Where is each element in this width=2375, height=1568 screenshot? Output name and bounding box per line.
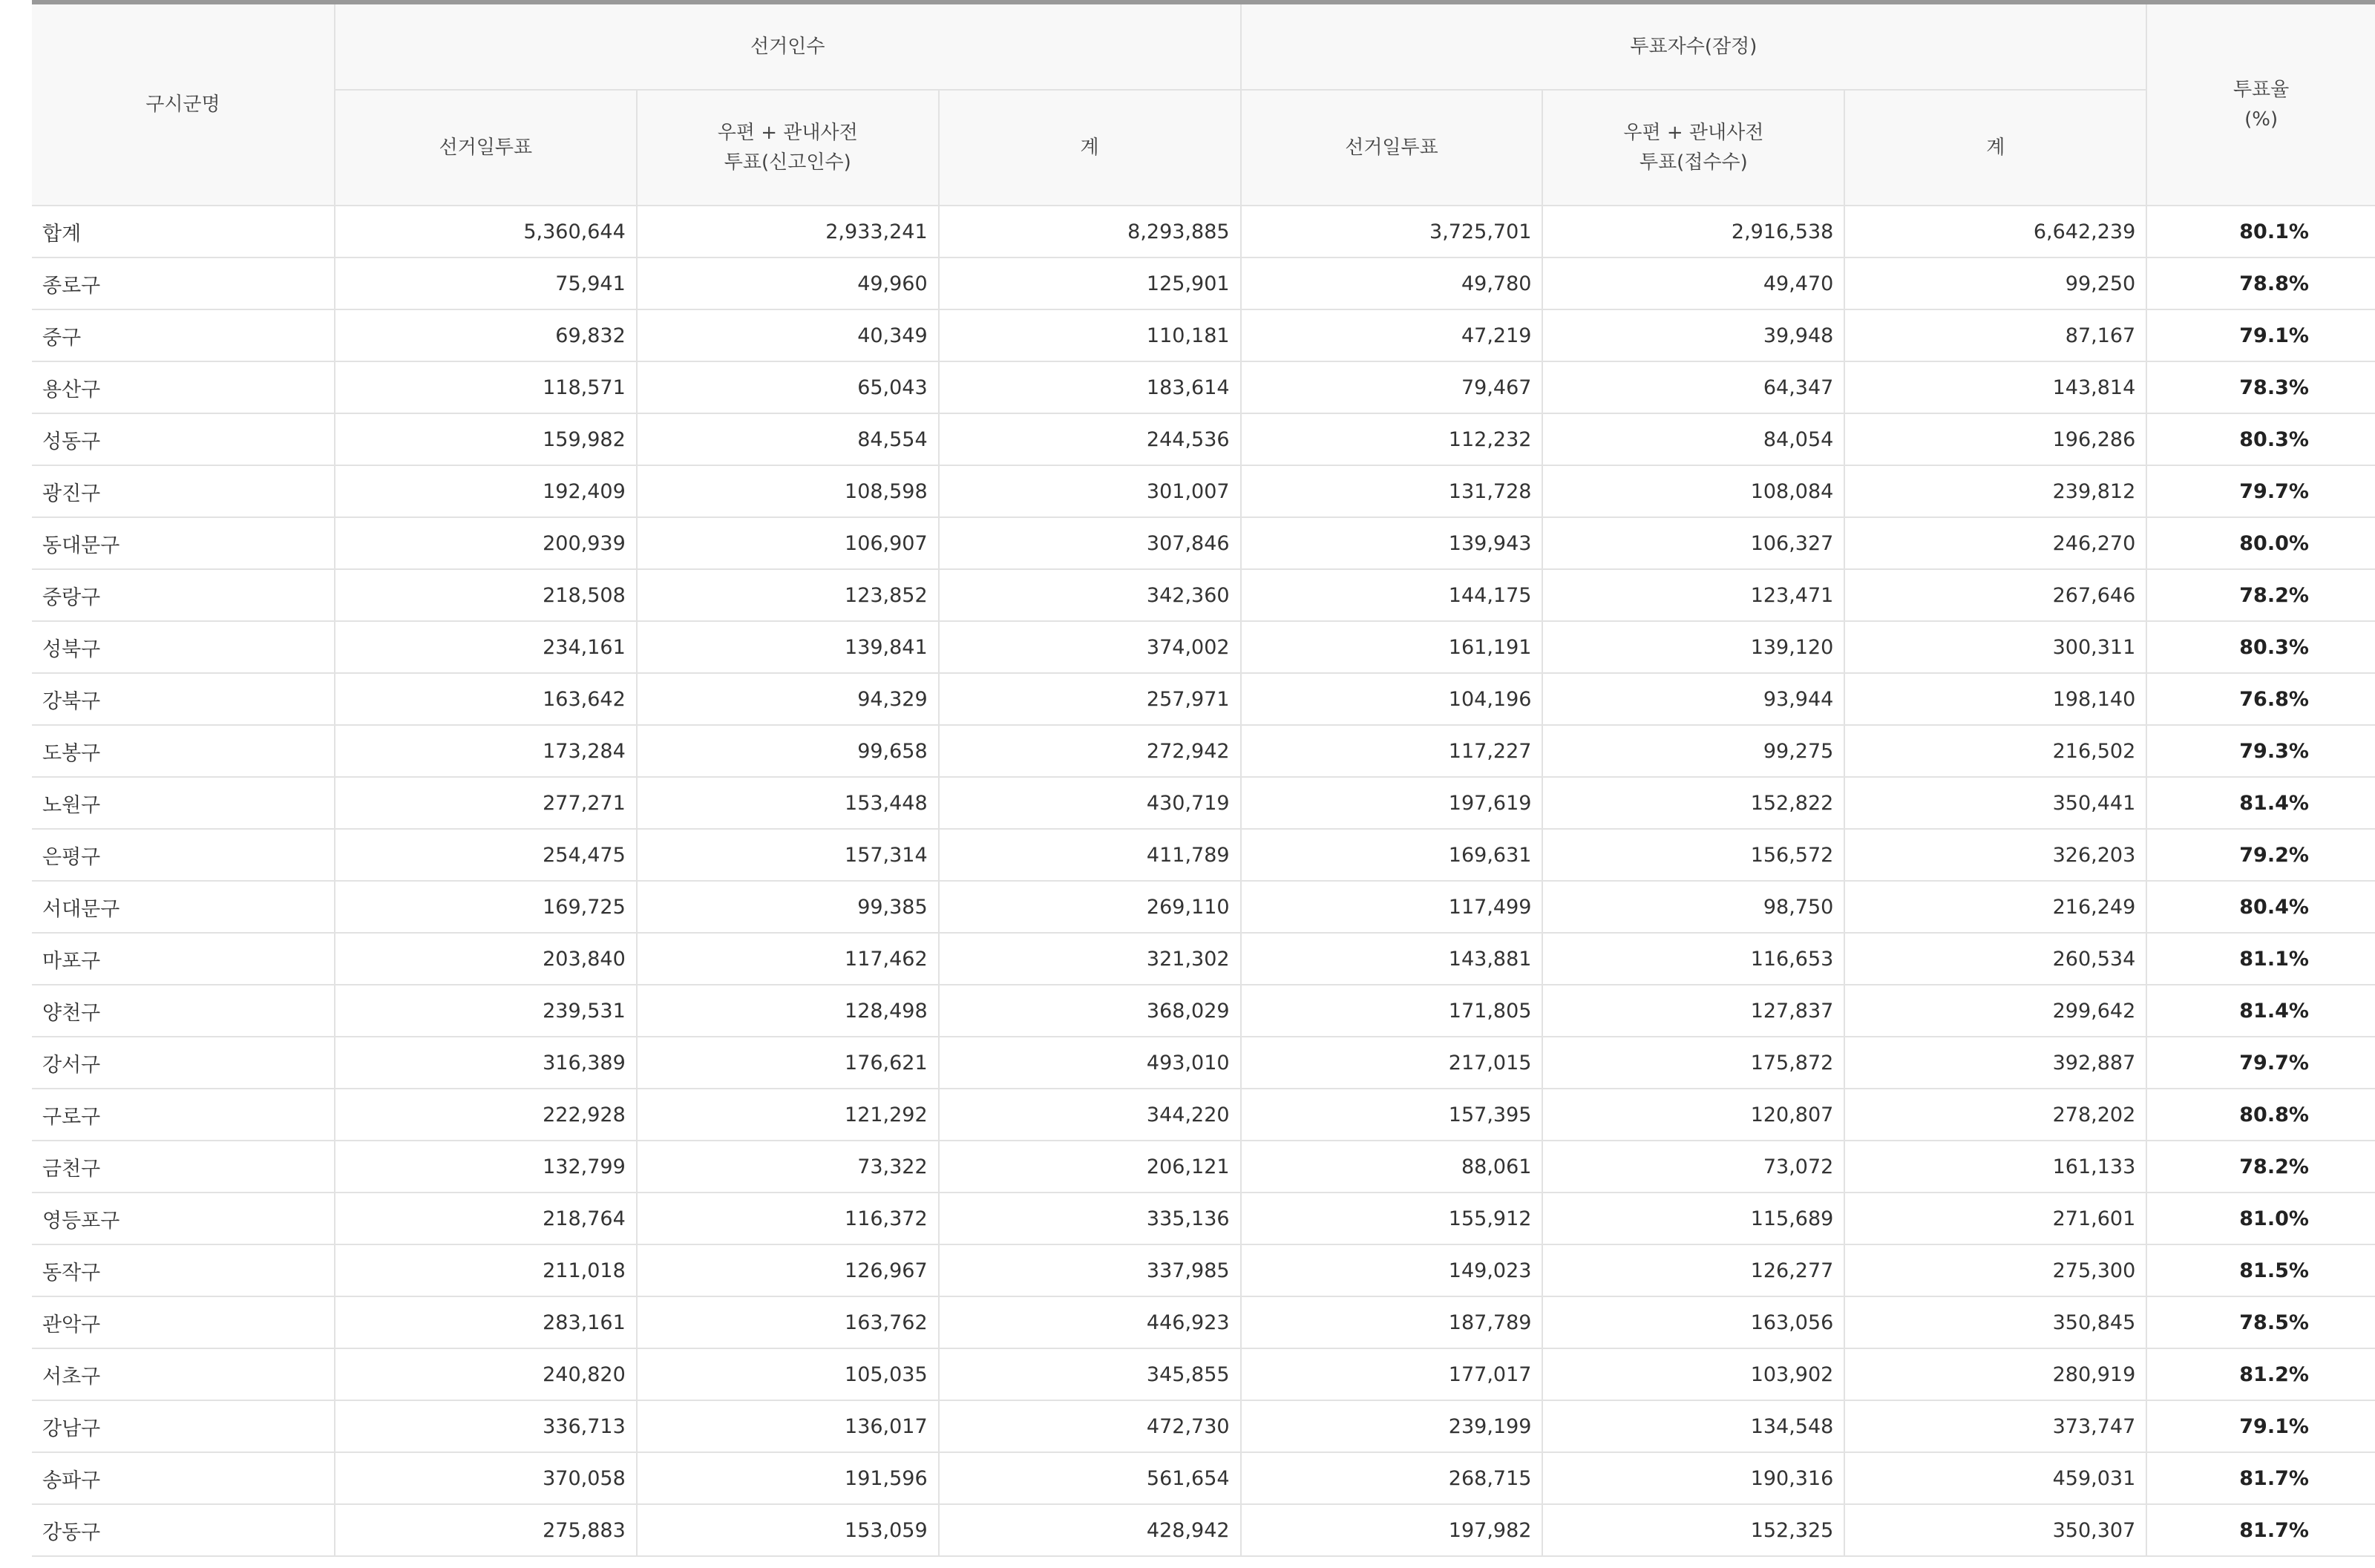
header-electors-mail-line2: 투표(신고인수) xyxy=(724,151,851,174)
cell-turnout-rate: 79.1% xyxy=(2146,309,2375,361)
table-row xyxy=(32,361,2375,413)
cell-electors-total: 374,002 xyxy=(939,621,1241,673)
cell-electors-election-day: 69,832 xyxy=(335,309,637,361)
cell-voters-election-day: 197,619 xyxy=(1241,777,1543,829)
cell-electors-election-day: 200,939 xyxy=(335,517,637,569)
cell-voters-total: 260,534 xyxy=(1844,933,2146,985)
cell-electors-election-day: 163,642 xyxy=(335,673,637,725)
cell-electors-mail-early: 117,462 xyxy=(637,933,939,985)
cell-district: 은평구 xyxy=(32,829,335,881)
cell-turnout-rate: 79.7% xyxy=(2146,465,2375,517)
cell-turnout-rate: 78.2% xyxy=(2146,569,2375,621)
cell-voters-election-day: 139,943 xyxy=(1241,517,1543,569)
cell-electors-total: 257,971 xyxy=(939,673,1241,725)
cell-voters-election-day: 268,715 xyxy=(1241,1452,1543,1504)
cell-electors-mail-early: 49,960 xyxy=(637,257,939,309)
cell-electors-election-day: 192,409 xyxy=(335,465,637,517)
cell-voters-total: 143,814 xyxy=(1844,361,2146,413)
cell-voters-total: 275,300 xyxy=(1844,1244,2146,1296)
cell-turnout-rate: 80.1% xyxy=(2146,206,2375,257)
cell-electors-election-day: 234,161 xyxy=(335,621,637,673)
cell-voters-total: 87,167 xyxy=(1844,309,2146,361)
cell-electors-mail-early: 153,059 xyxy=(637,1504,939,1556)
cell-electors-mail-early: 99,385 xyxy=(637,881,939,933)
cell-electors-mail-early: 157,314 xyxy=(637,829,939,881)
table-row xyxy=(32,1037,2375,1089)
cell-voters-mail-early: 98,750 xyxy=(1542,881,1844,933)
cell-voters-election-day: 112,232 xyxy=(1241,413,1543,465)
cell-voters-total: 216,502 xyxy=(1844,725,2146,777)
cell-voters-mail-early: 39,948 xyxy=(1542,309,1844,361)
cell-voters-election-day: 88,061 xyxy=(1241,1141,1543,1193)
table-body xyxy=(32,206,2375,1556)
table-row xyxy=(32,309,2375,361)
cell-voters-total: 280,919 xyxy=(1844,1348,2146,1400)
cell-district: 관악구 xyxy=(32,1296,335,1348)
cell-electors-total: 561,654 xyxy=(939,1452,1241,1504)
cell-district: 영등포구 xyxy=(32,1193,335,1244)
table-row xyxy=(32,1452,2375,1504)
cell-voters-total: 350,845 xyxy=(1844,1296,2146,1348)
cell-turnout-rate: 81.5% xyxy=(2146,1244,2375,1296)
cell-turnout-rate: 81.7% xyxy=(2146,1504,2375,1556)
cell-electors-election-day: 118,571 xyxy=(335,361,637,413)
cell-voters-mail-early: 49,470 xyxy=(1542,257,1844,309)
cell-electors-total: 269,110 xyxy=(939,881,1241,933)
turnout-table-container xyxy=(32,0,2375,1557)
cell-electors-election-day: 370,058 xyxy=(335,1452,637,1504)
cell-voters-election-day: 47,219 xyxy=(1241,309,1543,361)
cell-turnout-rate: 81.4% xyxy=(2146,985,2375,1037)
cell-voters-mail-early: 115,689 xyxy=(1542,1193,1844,1244)
cell-electors-mail-early: 123,852 xyxy=(637,569,939,621)
cell-voters-mail-early: 156,572 xyxy=(1542,829,1844,881)
header-voters-mail-early xyxy=(1542,90,1844,206)
cell-electors-total: 125,901 xyxy=(939,257,1241,309)
cell-turnout-rate: 78.5% xyxy=(2146,1296,2375,1348)
cell-district: 용산구 xyxy=(32,361,335,413)
header-rate-label: 투표율 xyxy=(2232,79,2290,101)
table-row xyxy=(32,465,2375,517)
cell-voters-election-day: 131,728 xyxy=(1241,465,1543,517)
cell-electors-mail-early: 191,596 xyxy=(637,1452,939,1504)
cell-electors-total: 183,614 xyxy=(939,361,1241,413)
cell-turnout-rate: 80.0% xyxy=(2146,517,2375,569)
cell-turnout-rate: 76.8% xyxy=(2146,673,2375,725)
cell-voters-total: 99,250 xyxy=(1844,257,2146,309)
cell-district: 종로구 xyxy=(32,257,335,309)
cell-turnout-rate: 80.4% xyxy=(2146,881,2375,933)
cell-district: 강남구 xyxy=(32,1400,335,1452)
cell-voters-mail-early: 93,944 xyxy=(1542,673,1844,725)
cell-voters-mail-early: 73,072 xyxy=(1542,1141,1844,1193)
table-header xyxy=(32,2,2375,206)
cell-district: 동대문구 xyxy=(32,517,335,569)
cell-voters-mail-early: 190,316 xyxy=(1542,1452,1844,1504)
cell-voters-total: 350,307 xyxy=(1844,1504,2146,1556)
cell-turnout-rate: 81.4% xyxy=(2146,777,2375,829)
cell-electors-mail-early: 163,762 xyxy=(637,1296,939,1348)
cell-turnout-rate: 79.7% xyxy=(2146,1037,2375,1089)
cell-turnout-rate: 81.0% xyxy=(2146,1193,2375,1244)
cell-turnout-rate: 78.3% xyxy=(2146,361,2375,413)
cell-voters-election-day: 177,017 xyxy=(1241,1348,1543,1400)
cell-turnout-rate: 80.3% xyxy=(2146,413,2375,465)
cell-electors-total: 335,136 xyxy=(939,1193,1241,1244)
cell-electors-total: 206,121 xyxy=(939,1141,1241,1193)
cell-voters-election-day: 197,982 xyxy=(1241,1504,1543,1556)
cell-turnout-rate: 81.1% xyxy=(2146,933,2375,985)
cell-voters-mail-early: 127,837 xyxy=(1542,985,1844,1037)
cell-electors-mail-early: 99,658 xyxy=(637,725,939,777)
cell-voters-total: 6,642,239 xyxy=(1844,206,2146,257)
cell-electors-election-day: 240,820 xyxy=(335,1348,637,1400)
cell-district: 성동구 xyxy=(32,413,335,465)
cell-voters-election-day: 187,789 xyxy=(1241,1296,1543,1348)
header-rate xyxy=(2146,2,2375,206)
cell-voters-total: 392,887 xyxy=(1844,1037,2146,1089)
cell-district: 성북구 xyxy=(32,621,335,673)
cell-district: 강서구 xyxy=(32,1037,335,1089)
cell-electors-total: 342,360 xyxy=(939,569,1241,621)
table-row xyxy=(32,1244,2375,1296)
cell-electors-mail-early: 128,498 xyxy=(637,985,939,1037)
cell-voters-mail-early: 152,325 xyxy=(1542,1504,1844,1556)
cell-voters-total: 196,286 xyxy=(1844,413,2146,465)
table-row xyxy=(32,1089,2375,1141)
table-row xyxy=(32,933,2375,985)
cell-electors-total: 244,536 xyxy=(939,413,1241,465)
cell-voters-total: 267,646 xyxy=(1844,569,2146,621)
cell-voters-mail-early: 175,872 xyxy=(1542,1037,1844,1089)
table-row xyxy=(32,621,2375,673)
cell-voters-mail-early: 108,084 xyxy=(1542,465,1844,517)
cell-electors-mail-early: 108,598 xyxy=(637,465,939,517)
cell-electors-election-day: 132,799 xyxy=(335,1141,637,1193)
cell-voters-mail-early: 106,327 xyxy=(1542,517,1844,569)
cell-voters-total: 216,249 xyxy=(1844,881,2146,933)
cell-voters-total: 161,133 xyxy=(1844,1141,2146,1193)
cell-electors-mail-early: 139,841 xyxy=(637,621,939,673)
cell-electors-total: 110,181 xyxy=(939,309,1241,361)
cell-turnout-rate: 78.8% xyxy=(2146,257,2375,309)
cell-electors-total: 272,942 xyxy=(939,725,1241,777)
cell-district: 양천구 xyxy=(32,985,335,1037)
cell-voters-mail-early: 123,471 xyxy=(1542,569,1844,621)
cell-voters-total: 198,140 xyxy=(1844,673,2146,725)
cell-voters-mail-early: 64,347 xyxy=(1542,361,1844,413)
cell-electors-election-day: 75,941 xyxy=(335,257,637,309)
cell-voters-mail-early: 139,120 xyxy=(1542,621,1844,673)
cell-electors-total: 321,302 xyxy=(939,933,1241,985)
cell-voters-election-day: 157,395 xyxy=(1241,1089,1543,1141)
cell-electors-total: 493,010 xyxy=(939,1037,1241,1089)
cell-voters-election-day: 149,023 xyxy=(1241,1244,1543,1296)
cell-electors-election-day: 173,284 xyxy=(335,725,637,777)
table-row xyxy=(32,257,2375,309)
cell-voters-election-day: 117,227 xyxy=(1241,725,1543,777)
cell-voters-total: 326,203 xyxy=(1844,829,2146,881)
cell-electors-total: 411,789 xyxy=(939,829,1241,881)
cell-district: 금천구 xyxy=(32,1141,335,1193)
cell-electors-mail-early: 116,372 xyxy=(637,1193,939,1244)
table-row xyxy=(32,1348,2375,1400)
cell-district: 강동구 xyxy=(32,1504,335,1556)
cell-voters-mail-early: 116,653 xyxy=(1542,933,1844,985)
cell-electors-total: 472,730 xyxy=(939,1400,1241,1452)
header-voters-total: 계 xyxy=(1844,90,2146,206)
table-row xyxy=(32,517,2375,569)
cell-turnout-rate: 81.7% xyxy=(2146,1452,2375,1504)
cell-electors-total: 8,293,885 xyxy=(939,206,1241,257)
cell-turnout-rate: 79.2% xyxy=(2146,829,2375,881)
table-row xyxy=(32,413,2375,465)
cell-electors-mail-early: 84,554 xyxy=(637,413,939,465)
cell-district: 송파구 xyxy=(32,1452,335,1504)
cell-electors-total: 428,942 xyxy=(939,1504,1241,1556)
cell-electors-mail-early: 106,907 xyxy=(637,517,939,569)
cell-voters-total: 271,601 xyxy=(1844,1193,2146,1244)
header-electors-mail-early xyxy=(637,90,939,206)
cell-electors-election-day: 203,840 xyxy=(335,933,637,985)
cell-turnout-rate: 80.8% xyxy=(2146,1089,2375,1141)
cell-electors-total: 368,029 xyxy=(939,985,1241,1037)
table-row xyxy=(32,725,2375,777)
cell-voters-total: 300,311 xyxy=(1844,621,2146,673)
header-voters-mail-line2: 투표(접수수) xyxy=(1639,151,1748,174)
cell-district: 중랑구 xyxy=(32,569,335,621)
table-row xyxy=(32,881,2375,933)
cell-voters-election-day: 79,467 xyxy=(1241,361,1543,413)
table-row xyxy=(32,1296,2375,1348)
cell-voters-total: 350,441 xyxy=(1844,777,2146,829)
cell-district: 마포구 xyxy=(32,933,335,985)
header-voters-group: 투표자수(잠정) xyxy=(1241,2,2147,90)
table-row xyxy=(32,985,2375,1037)
cell-electors-total: 307,846 xyxy=(939,517,1241,569)
cell-voters-mail-early: 126,277 xyxy=(1542,1244,1844,1296)
cell-voters-election-day: 155,912 xyxy=(1241,1193,1543,1244)
header-electors-total: 계 xyxy=(939,90,1241,206)
table-row xyxy=(32,1504,2375,1556)
cell-electors-mail-early: 65,043 xyxy=(637,361,939,413)
cell-electors-election-day: 159,982 xyxy=(335,413,637,465)
cell-electors-election-day: 336,713 xyxy=(335,1400,637,1452)
cell-district: 강북구 xyxy=(32,673,335,725)
header-electors-election-day: 선거일투표 xyxy=(335,90,637,206)
cell-voters-election-day: 169,631 xyxy=(1241,829,1543,881)
cell-voters-election-day: 161,191 xyxy=(1241,621,1543,673)
cell-electors-election-day: 316,389 xyxy=(335,1037,637,1089)
cell-electors-mail-early: 136,017 xyxy=(637,1400,939,1452)
cell-district: 광진구 xyxy=(32,465,335,517)
cell-electors-mail-early: 121,292 xyxy=(637,1089,939,1141)
cell-voters-mail-early: 2,916,538 xyxy=(1542,206,1844,257)
cell-voters-election-day: 217,015 xyxy=(1241,1037,1543,1089)
table-row xyxy=(32,1193,2375,1244)
cell-electors-mail-early: 73,322 xyxy=(637,1141,939,1193)
cell-turnout-rate: 79.1% xyxy=(2146,1400,2375,1452)
cell-electors-total: 344,220 xyxy=(939,1089,1241,1141)
cell-electors-election-day: 254,475 xyxy=(335,829,637,881)
cell-electors-total: 345,855 xyxy=(939,1348,1241,1400)
cell-voters-mail-early: 152,822 xyxy=(1542,777,1844,829)
cell-district: 구로구 xyxy=(32,1089,335,1141)
cell-electors-election-day: 211,018 xyxy=(335,1244,637,1296)
cell-voters-election-day: 117,499 xyxy=(1241,881,1543,933)
cell-turnout-rate: 78.2% xyxy=(2146,1141,2375,1193)
cell-voters-mail-early: 99,275 xyxy=(1542,725,1844,777)
cell-electors-election-day: 218,508 xyxy=(335,569,637,621)
cell-voters-total: 246,270 xyxy=(1844,517,2146,569)
header-electors-group: 선거인수 xyxy=(335,2,1241,90)
cell-voters-election-day: 3,725,701 xyxy=(1241,206,1543,257)
cell-electors-mail-early: 2,933,241 xyxy=(637,206,939,257)
cell-voters-election-day: 49,780 xyxy=(1241,257,1543,309)
header-voters-mail-line1: 우편 + 관내사전 xyxy=(1623,122,1764,144)
cell-electors-election-day: 239,531 xyxy=(335,985,637,1037)
cell-electors-election-day: 5,360,644 xyxy=(335,206,637,257)
cell-district: 합계 xyxy=(32,206,335,257)
header-rate-unit: (%) xyxy=(2244,108,2279,131)
cell-electors-election-day: 275,883 xyxy=(335,1504,637,1556)
cell-district: 서초구 xyxy=(32,1348,335,1400)
cell-turnout-rate: 81.2% xyxy=(2146,1348,2375,1400)
header-electors-mail-line1: 우편 + 관내사전 xyxy=(717,122,858,144)
cell-electors-mail-early: 94,329 xyxy=(637,673,939,725)
cell-electors-total: 446,923 xyxy=(939,1296,1241,1348)
cell-electors-total: 430,719 xyxy=(939,777,1241,829)
cell-voters-election-day: 143,881 xyxy=(1241,933,1543,985)
cell-electors-election-day: 169,725 xyxy=(335,881,637,933)
cell-electors-mail-early: 126,967 xyxy=(637,1244,939,1296)
cell-voters-total: 373,747 xyxy=(1844,1400,2146,1452)
cell-electors-mail-early: 105,035 xyxy=(637,1348,939,1400)
header-voters-election-day: 선거일투표 xyxy=(1241,90,1543,206)
cell-voters-mail-early: 134,548 xyxy=(1542,1400,1844,1452)
cell-voters-mail-early: 84,054 xyxy=(1542,413,1844,465)
cell-voters-election-day: 239,199 xyxy=(1241,1400,1543,1452)
cell-district: 중구 xyxy=(32,309,335,361)
table-row xyxy=(32,569,2375,621)
table-row xyxy=(32,829,2375,881)
cell-voters-election-day: 171,805 xyxy=(1241,985,1543,1037)
cell-electors-total: 337,985 xyxy=(939,1244,1241,1296)
cell-electors-election-day: 283,161 xyxy=(335,1296,637,1348)
cell-voters-total: 459,031 xyxy=(1844,1452,2146,1504)
cell-district: 동작구 xyxy=(32,1244,335,1296)
table-row xyxy=(32,777,2375,829)
cell-district: 도봉구 xyxy=(32,725,335,777)
cell-district: 노원구 xyxy=(32,777,335,829)
cell-voters-mail-early: 120,807 xyxy=(1542,1089,1844,1141)
cell-electors-election-day: 218,764 xyxy=(335,1193,637,1244)
cell-voters-election-day: 104,196 xyxy=(1241,673,1543,725)
cell-voters-total: 299,642 xyxy=(1844,985,2146,1037)
table-row xyxy=(32,1141,2375,1193)
table-row-total xyxy=(32,206,2375,257)
table-row xyxy=(32,1400,2375,1452)
cell-electors-total: 301,007 xyxy=(939,465,1241,517)
cell-voters-total: 278,202 xyxy=(1844,1089,2146,1141)
header-district: 구시군명 xyxy=(32,2,335,206)
cell-turnout-rate: 80.3% xyxy=(2146,621,2375,673)
cell-voters-total: 239,812 xyxy=(1844,465,2146,517)
cell-turnout-rate: 79.3% xyxy=(2146,725,2375,777)
turnout-table xyxy=(32,0,2375,1557)
cell-voters-election-day: 144,175 xyxy=(1241,569,1543,621)
cell-voters-mail-early: 103,902 xyxy=(1542,1348,1844,1400)
cell-district: 서대문구 xyxy=(32,881,335,933)
cell-voters-mail-early: 163,056 xyxy=(1542,1296,1844,1348)
cell-electors-mail-early: 176,621 xyxy=(637,1037,939,1089)
cell-electors-mail-early: 153,448 xyxy=(637,777,939,829)
cell-electors-election-day: 222,928 xyxy=(335,1089,637,1141)
cell-electors-mail-early: 40,349 xyxy=(637,309,939,361)
cell-electors-election-day: 277,271 xyxy=(335,777,637,829)
table-row xyxy=(32,673,2375,725)
